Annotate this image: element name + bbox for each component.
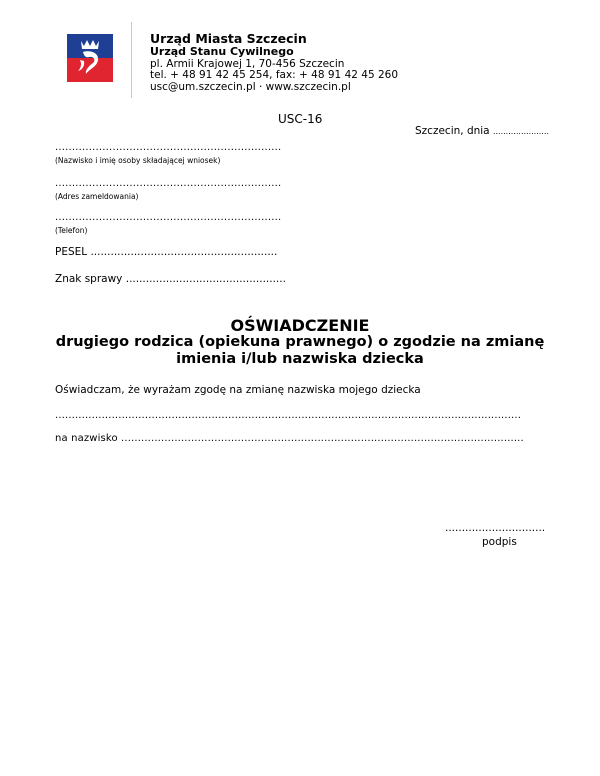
office-email-web: usc@um.szczecin.pl · www.szczecin.pl (150, 81, 351, 93)
applicant-address-field[interactable]: ................................................................... (55, 178, 282, 189)
signature-field[interactable]: .............................. (445, 522, 546, 534)
dept-name: Urząd Stanu Cywilnego (150, 45, 294, 58)
header-divider (131, 22, 132, 98)
form-code: USC-16 (278, 112, 323, 126)
date-field[interactable]: ...................... (492, 127, 549, 136)
signature-label: podpis (482, 536, 517, 548)
document-subtitle-line1: drugiego rodzica (opiekuna prawnego) o zgodzie na zmianę (55, 334, 545, 350)
applicant-name-caption: (Nazwisko i imię osoby składającej wniosek) (55, 156, 221, 165)
document-subtitle-line2: imienia i/lub nazwiska dziecka (176, 351, 424, 367)
new-surname-field[interactable]: na nazwisko ......................................................................................................................... (55, 433, 524, 444)
office-phone-fax: tel. + 48 91 42 45 254, fax: + 48 91 42 45 260 (150, 69, 399, 81)
case-number-field[interactable]: Znak sprawy ................................................ (55, 273, 286, 285)
statement-field[interactable]: ............................................................................................................................................ (55, 410, 522, 421)
applicant-name-field[interactable]: ................................................................... (55, 142, 282, 153)
document-title: OŚWIADCZENIE (230, 316, 370, 335)
office-address: pl. Armii Krajowej 1, 70-456 Szczecin (150, 58, 345, 70)
applicant-phone-caption: (Telefon) (55, 226, 88, 235)
city-date-line (415, 125, 549, 137)
applicant-phone-field[interactable]: ................................................................... (55, 212, 282, 223)
pesel-field[interactable]: PESEL ........................................................ (55, 246, 278, 258)
szczecin-city-logo (67, 34, 113, 82)
city-date-label: Szczecin, dnia (415, 125, 490, 137)
org-name: Urząd Miasta Szczecin (150, 31, 307, 46)
consent-statement: Oświadczam, że wyrażam zgodę na zmianę nazwiska mojego dziecka (55, 384, 421, 396)
applicant-address-caption: (Adres zameldowania) (55, 192, 139, 201)
